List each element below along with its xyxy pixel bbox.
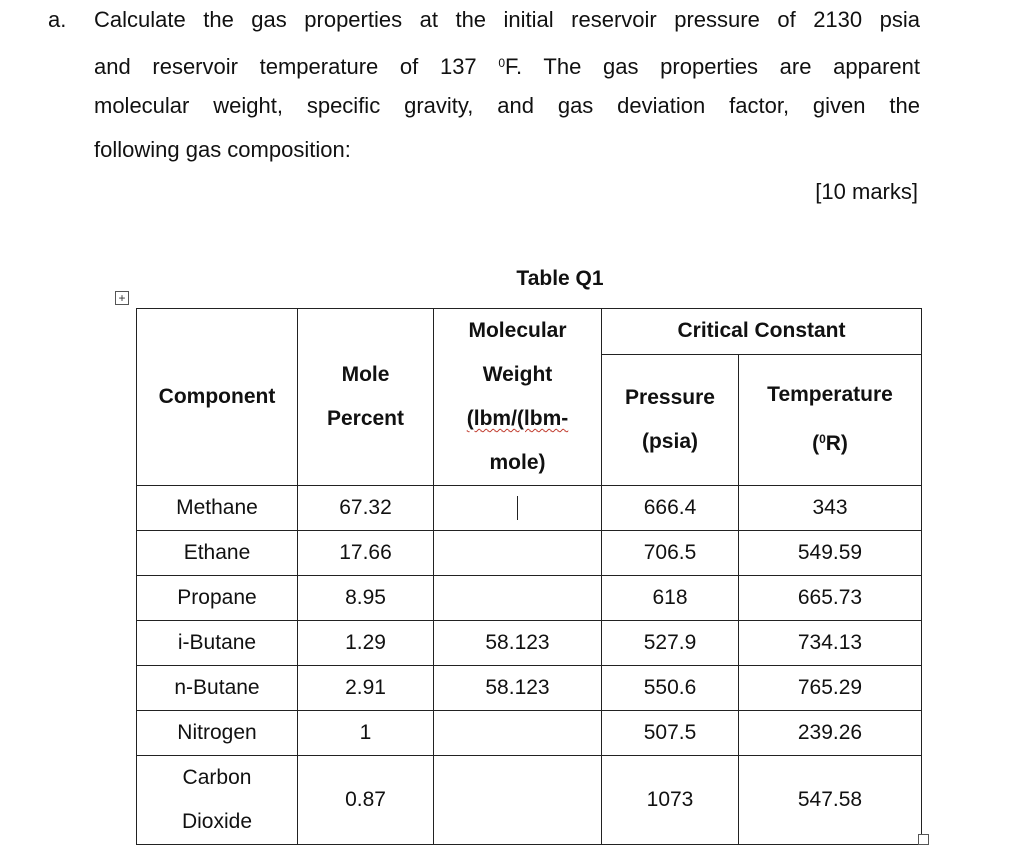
table-row xyxy=(137,711,922,756)
cell-component: Ethane xyxy=(137,531,298,576)
cell-temperature: 734.13 xyxy=(739,621,922,666)
table-row xyxy=(137,486,922,531)
cell-pressure: 618 xyxy=(602,576,739,621)
header-temperature xyxy=(739,354,922,485)
cell-component: Methane xyxy=(137,486,298,531)
header-mw-line2: Weight xyxy=(482,363,553,386)
table-row xyxy=(137,666,922,711)
cell-component xyxy=(137,756,298,845)
cell-component: i-Butane xyxy=(137,621,298,666)
cell-molecular-weight[interactable] xyxy=(434,756,602,845)
cell-molecular-weight[interactable]: 58.123 xyxy=(434,666,602,711)
header-component: Component xyxy=(137,309,298,486)
header-mw-line3: (lbm/(lbm- xyxy=(466,407,569,430)
header-temperature-line1: Temperature xyxy=(767,383,893,407)
question-line-2 xyxy=(94,49,920,81)
temp-unit-open: ( xyxy=(812,432,820,456)
cell-pressure: 1073 xyxy=(602,756,739,845)
cell-molecular-weight[interactable]: 58.123 xyxy=(434,621,602,666)
marks: [10 marks] xyxy=(815,179,918,204)
cell-molecular-weight[interactable] xyxy=(434,486,602,531)
cell-mole-percent: 1.29 xyxy=(298,621,434,666)
cell-component: Nitrogen xyxy=(137,711,298,756)
header-pressure xyxy=(602,354,739,485)
cell-pressure: 706.5 xyxy=(602,531,739,576)
cell-component-line1: Carbon xyxy=(182,766,252,789)
table-resize-handle[interactable] xyxy=(918,834,929,845)
question-line-2b: F. The gas properties are apparent xyxy=(505,54,920,79)
cell-pressure: 527.9 xyxy=(602,621,739,666)
cell-temperature: 343 xyxy=(739,486,922,531)
temp-unit-degree: 0 xyxy=(819,432,826,447)
cell-pressure: 666.4 xyxy=(602,486,739,531)
cell-molecular-weight[interactable] xyxy=(434,576,602,621)
header-mole-percent-line2: Percent xyxy=(326,407,405,430)
question-line-1: Calculate the gas properties at the initial reservoir pressure of 2130 psia xyxy=(94,7,920,32)
question-line-4: following gas composition: xyxy=(94,137,351,162)
cell-temperature: 239.26 xyxy=(739,711,922,756)
header-mole-percent-line1: Mole xyxy=(341,363,390,386)
text-cursor xyxy=(517,496,518,520)
cell-pressure: 507.5 xyxy=(602,711,739,756)
cell-mole-percent: 0.87 xyxy=(298,756,434,845)
cell-molecular-weight[interactable] xyxy=(434,711,602,756)
cell-temperature: 549.59 xyxy=(739,531,922,576)
cell-temperature: 665.73 xyxy=(739,576,922,621)
table-row xyxy=(137,621,922,666)
cell-mole-percent: 2.91 xyxy=(298,666,434,711)
cell-component: n-Butane xyxy=(137,666,298,711)
cell-temperature: 765.29 xyxy=(739,666,922,711)
cell-mole-percent: 17.66 xyxy=(298,531,434,576)
header-mw-line4: mole) xyxy=(489,451,546,474)
temp-unit-close: R) xyxy=(825,432,848,456)
header-mw-line1: Molecular xyxy=(468,319,567,342)
cell-mole-percent: 8.95 xyxy=(298,576,434,621)
degree-superscript: 0 xyxy=(498,56,506,70)
gas-composition-table xyxy=(136,308,922,845)
cell-pressure: 550.6 xyxy=(602,666,739,711)
cell-mole-percent: 67.32 xyxy=(298,486,434,531)
question-line-3: molecular weight, specific gravity, and gas deviation factor, given the xyxy=(94,93,920,118)
question-label: a. xyxy=(48,7,67,32)
table-move-anchor-icon[interactable]: + xyxy=(115,291,129,305)
table-caption: Table Q1 xyxy=(516,267,604,290)
table-row xyxy=(137,576,922,621)
header-mole-percent xyxy=(298,309,434,486)
cell-component-line2: Dioxide xyxy=(181,810,253,833)
header-critical-constant: Critical Constant xyxy=(602,309,922,355)
table-row xyxy=(137,531,922,576)
header-pressure-line2: (psia) xyxy=(641,429,698,453)
cell-component: Propane xyxy=(137,576,298,621)
cell-molecular-weight[interactable] xyxy=(434,531,602,576)
cell-temperature: 547.58 xyxy=(739,756,922,845)
header-temperature-line2 xyxy=(739,417,921,466)
header-molecular-weight xyxy=(434,309,602,486)
table-row xyxy=(137,756,922,845)
cell-mole-percent: 1 xyxy=(298,711,434,756)
question-line-2a: and reservoir temperature of 137 xyxy=(94,54,499,79)
header-pressure-line1: Pressure xyxy=(625,385,715,409)
